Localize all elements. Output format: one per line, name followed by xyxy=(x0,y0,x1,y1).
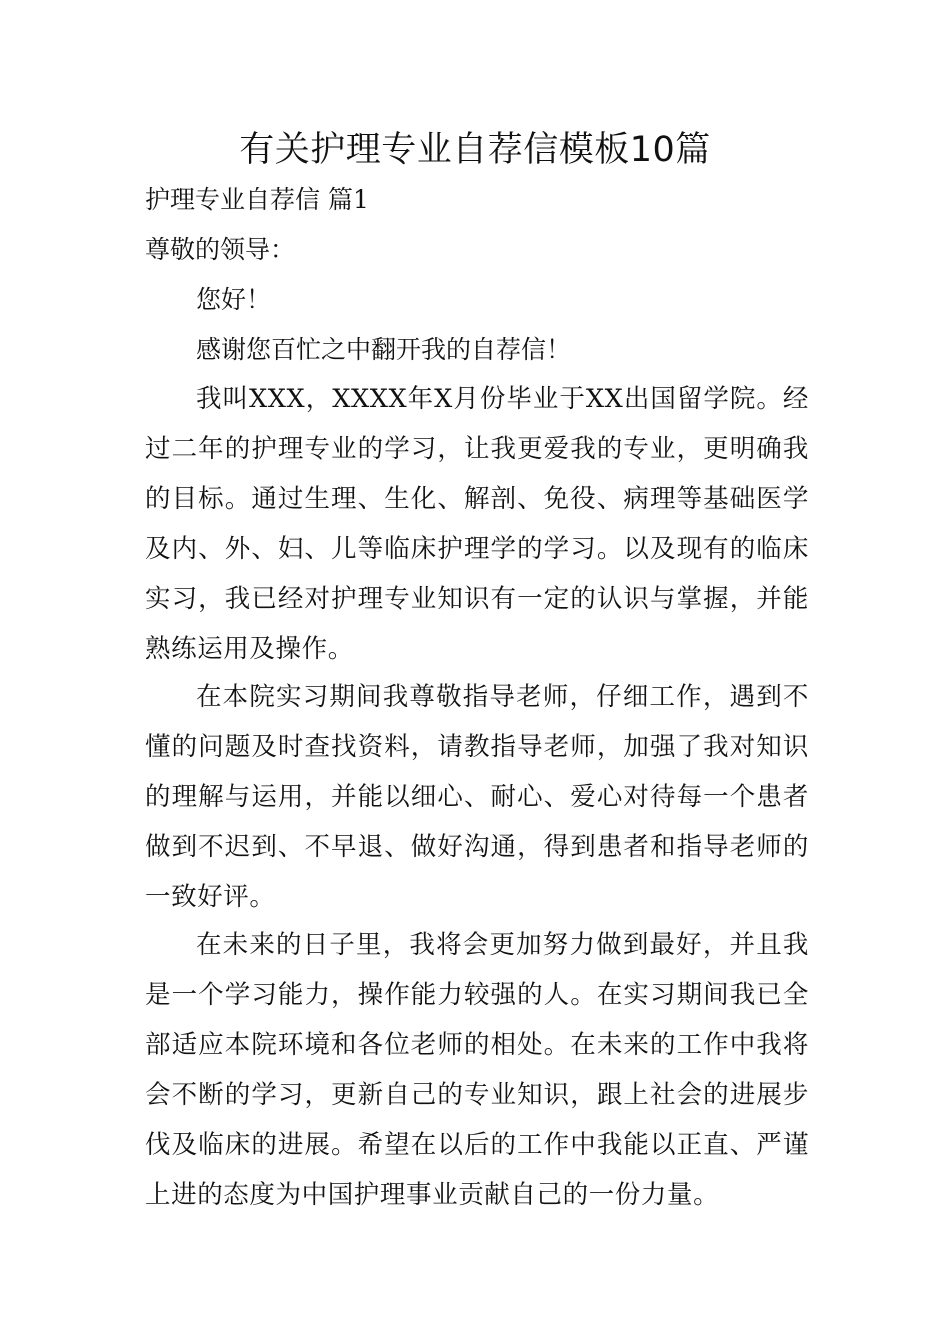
paragraph-internship: 在本院实习期间我尊敬指导老师，仔细工作，遇到不懂的问题及时查找资料，请教指导老师，加强了我对知识的理解与运用，并能以细心、耐心、爱心对待每一个患者做到不迟到、不早退、做好沟通，得到患者和指导老师的一致好评。 xyxy=(145,682,809,912)
paragraph-introduction: 我叫XXX，XXXX年X月份毕业于XX出国留学院。经过二年的护理专业的学习，让我更爱我的专业，更明确我的目标。通过生理、生化、解剖、免役、病理等基础医学及内、外、妇、儿等临床护理学的学习。以及现有的临床实习，我已经对护理专业知识有一定的认识与掌握，并能熟练运用及操作。 xyxy=(145,384,809,664)
document-title: 有关护理专业自荐信模板10篇 xyxy=(239,130,711,170)
paragraph-future: 在未来的日子里，我将会更加努力做到最好，并且我是一个学习能力，操作能力较强的人。在实习期间我已全部适应本院环境和各位老师的相处。在未来的工作中我将会不断的学习，更新自己的专业知识，跟上社会的进展步伐及临床的进展。希望在以后的工作中我能以正直、严谨上进的态度为中国护理事业贡献自己的一份力量。 xyxy=(145,930,809,1210)
section-heading: 护理专业自荐信 篇1 xyxy=(145,185,369,214)
greeting: 您好！ xyxy=(196,285,272,314)
salutation: 尊敬的领导： xyxy=(145,235,296,264)
thanks-line: 感谢您百忙之中翻开我的自荐信！ xyxy=(196,335,572,364)
